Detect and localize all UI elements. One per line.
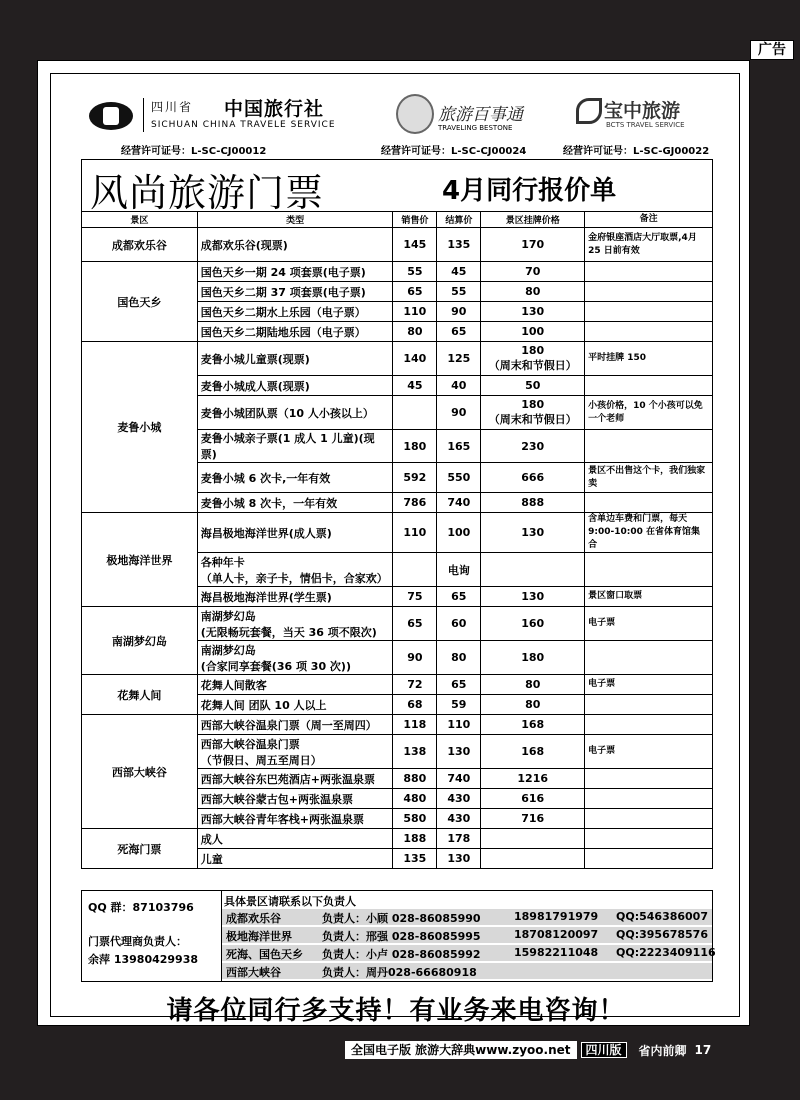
sale-price: 80 — [393, 322, 437, 342]
sale-price: 110 — [393, 302, 437, 322]
cts-province: 四川省 — [151, 100, 194, 114]
remark: 电子票 — [585, 735, 713, 769]
ticket-type — [197, 553, 393, 587]
ticket-type — [197, 675, 393, 695]
ticket-type-line: 国色天乡一期 24 项套票(电子票) — [200, 265, 366, 279]
sale-price: 75 — [393, 587, 437, 607]
settle-price: 80 — [437, 641, 481, 675]
advert-frame — [50, 73, 740, 1026]
list-price-value: 168 — [521, 718, 545, 731]
settle-price: 130 — [437, 849, 481, 869]
ticket-type — [197, 262, 393, 282]
table-row — [82, 262, 713, 282]
ticket-type-line: 成人 — [200, 832, 223, 846]
bcts-name-cn: 宝中旅游 — [604, 100, 681, 122]
price-table-body — [82, 228, 713, 869]
contact-phone: 18708120097 — [514, 928, 599, 941]
remark — [585, 789, 713, 809]
settle-price: 550 — [437, 463, 481, 493]
ticket-type-line: 西部大峡谷蒙古包+两张温泉票 — [200, 792, 353, 806]
table-row — [82, 228, 713, 262]
cts-name-en: SICHUAN CHINA TRAVELE SERVICE — [151, 120, 336, 130]
list-price — [481, 849, 585, 869]
remark: 平时挂牌 150 — [585, 342, 713, 376]
list-price-value: 230 — [521, 439, 545, 453]
ticket-type — [197, 302, 393, 322]
scenic-name: 死海门票 — [82, 829, 198, 869]
list-price-value: 168 — [521, 745, 545, 758]
col-type: 类型 — [197, 212, 393, 228]
settle-price: 100 — [437, 513, 481, 553]
qq-group: QQ 群：87103796 — [88, 901, 194, 914]
col-scenic: 景区 — [82, 212, 198, 228]
footer-region: 四川版 — [581, 1042, 627, 1058]
settle-price: 125 — [437, 342, 481, 376]
list-price — [481, 587, 585, 607]
ticket-type-line: 西部大峡谷东巴苑酒店+两张温泉票 — [200, 772, 375, 786]
sale-price: 580 — [393, 809, 437, 829]
ticket-type-line: 国色天乡二期水上乐园（电子票） — [200, 305, 366, 319]
contact-qq: QQ:2223409116 — [616, 946, 716, 959]
contact-qq: QQ:395678576 — [616, 928, 708, 941]
settle-price: 65 — [437, 587, 481, 607]
list-price — [481, 430, 585, 463]
ticket-type — [197, 829, 393, 849]
page-title: 风尚旅游门票 — [90, 171, 325, 215]
footer-section: 省内前卿 — [638, 1043, 687, 1058]
ticket-type-line: 西部大峡谷温泉门票（周一至周四） — [200, 718, 377, 732]
list-price — [481, 675, 585, 695]
settle-price: 65 — [437, 675, 481, 695]
list-price — [481, 607, 585, 641]
settle-price: 45 — [437, 262, 481, 282]
remark: 景区窗口取票 — [585, 587, 713, 607]
settle-price: 165 — [437, 430, 481, 463]
remark — [585, 302, 713, 322]
list-price — [481, 715, 585, 735]
list-price — [481, 342, 585, 376]
sale-price: 118 — [393, 715, 437, 735]
col-list: 景区挂牌价格 — [481, 212, 585, 228]
list-price — [481, 302, 585, 322]
sale-price: 786 — [393, 493, 437, 513]
ticket-type-line: 麦鲁小城 8 次卡，一年有效 — [200, 496, 338, 510]
col-sale: 销售价 — [393, 212, 437, 228]
list-price — [481, 376, 585, 396]
sale-price: 188 — [393, 829, 437, 849]
sale-price: 65 — [393, 607, 437, 641]
contact-row — [222, 962, 712, 979]
list-price — [481, 396, 585, 430]
sale-price: 90 — [393, 641, 437, 675]
ticket-type — [197, 587, 393, 607]
ticket-type — [197, 396, 393, 430]
price-table — [81, 211, 713, 869]
contact-right — [222, 891, 716, 981]
list-price-value: 666 — [521, 471, 545, 484]
ticket-type — [197, 376, 393, 396]
bcts-logo — [576, 94, 706, 138]
ticket-type — [197, 493, 393, 513]
list-price-value: 80 — [525, 285, 541, 298]
list-price — [481, 695, 585, 715]
remark — [585, 262, 713, 282]
ticket-type — [197, 607, 393, 641]
agent-label: 门票代理商负责人： — [88, 935, 187, 948]
settle-price: 90 — [437, 396, 481, 430]
ticket-type-line: 成都欢乐谷(现票) — [200, 238, 288, 252]
col-note: 备注 — [585, 212, 713, 228]
table-row — [82, 607, 713, 641]
ticket-type-line: 麦鲁小城团队票（10 人小孩以上） — [200, 406, 374, 420]
ticket-type — [197, 641, 393, 675]
bestone-logo — [396, 94, 546, 138]
bestone-name-en: TRAVELING BESTONE — [438, 124, 513, 132]
bcts-emblem-icon — [576, 98, 602, 124]
col-settle: 结算价 — [437, 212, 481, 228]
contact-person: 负责人：小顾 028-86085990 — [322, 912, 481, 925]
contact-person: 负责人：邢强 028-86085995 — [322, 930, 481, 943]
contact-person: 负责人：周丹028-66680918 — [322, 966, 477, 979]
ticket-type-line: 麦鲁小城儿童票(现票) — [200, 352, 310, 366]
ticket-type — [197, 463, 393, 493]
scenic-name: 花舞人间 — [82, 675, 198, 715]
list-price — [481, 513, 585, 553]
agent-contact: 余萍 13980429938 — [88, 953, 199, 966]
list-price-value: 130 — [521, 526, 545, 539]
ticket-type-line: 花舞人间 团队 10 人以上 — [200, 698, 327, 712]
table-row — [82, 513, 713, 553]
ticket-type — [197, 809, 393, 829]
sale-price: 55 — [393, 262, 437, 282]
remark — [585, 282, 713, 302]
table-row — [82, 829, 713, 849]
remark — [585, 769, 713, 789]
advert-page — [37, 60, 750, 1026]
list-price — [481, 829, 585, 849]
license-bestone: 经营许可证号：L-SC-CJ00024 — [381, 146, 527, 157]
ticket-type-line: 麦鲁小城亲子票(1 成人 1 儿童)(现票) — [200, 432, 375, 461]
ticket-type-detail: (合家同享套餐(36 项 30 次)) — [200, 659, 351, 673]
contact-phone: 18981791979 — [514, 910, 599, 923]
license-cts: 经营许可证号：L-SC-CJ00012 — [121, 146, 267, 157]
list-price-value: 80 — [525, 678, 541, 691]
list-price — [481, 493, 585, 513]
contact-place: 极地海洋世界 — [226, 930, 292, 943]
ticket-type-line: 海昌极地海洋世界(学生票) — [200, 590, 332, 604]
remark — [585, 849, 713, 869]
list-price — [481, 789, 585, 809]
sale-price: 592 — [393, 463, 437, 493]
settle-price: 55 — [437, 282, 481, 302]
remark — [585, 493, 713, 513]
bestone-name-cn: 旅游百事通 — [438, 105, 523, 125]
bcts-name-en: BCTS TRAVEL SERVICE — [606, 121, 685, 129]
sale-price — [393, 553, 437, 587]
ticket-type — [197, 715, 393, 735]
remark — [585, 809, 713, 829]
contact-row — [222, 908, 712, 925]
footer-page-number: 17 — [694, 1043, 712, 1057]
ticket-type — [197, 789, 393, 809]
remark — [585, 715, 713, 735]
remark — [585, 695, 713, 715]
ad-tag: 广告 — [750, 40, 794, 60]
ticket-type-line: 麦鲁小城成人票(现票) — [200, 379, 310, 393]
sale-price: 135 — [393, 849, 437, 869]
settle-price: 110 — [437, 715, 481, 735]
settle-price: 65 — [437, 322, 481, 342]
list-price-value: 616 — [521, 792, 545, 805]
settle-price: 178 — [437, 829, 481, 849]
ticket-type-detail: （节假日、周五至周日） — [200, 753, 322, 767]
ticket-type-line: 西部大峡谷温泉门票 — [200, 737, 300, 751]
bestone-mascot-icon — [396, 94, 434, 134]
table-row — [82, 715, 713, 735]
settle-price: 740 — [437, 769, 481, 789]
contact-qq: QQ:546386007 — [616, 910, 708, 923]
list-price — [481, 553, 585, 587]
table-row — [82, 675, 713, 695]
remark: 景区不出售这个卡，我们独家卖 — [585, 463, 713, 493]
sale-price — [393, 396, 437, 430]
list-price — [481, 228, 585, 262]
list-price-value: 50 — [525, 379, 541, 392]
ticket-type — [197, 228, 393, 262]
list-price-note: （周末和节假日） — [488, 413, 577, 426]
list-price-value: 888 — [521, 496, 545, 509]
ticket-type — [197, 769, 393, 789]
remark — [585, 829, 713, 849]
remark: 小孩价格，10 个小孩可以免一个老师 — [585, 396, 713, 430]
ticket-type — [197, 282, 393, 302]
sale-price: 880 — [393, 769, 437, 789]
ticket-type-line: 儿童 — [200, 852, 223, 866]
ticket-type — [197, 513, 393, 553]
remark — [585, 322, 713, 342]
list-price-value: 100 — [521, 325, 545, 338]
settle-price: 430 — [437, 789, 481, 809]
list-price-value: 130 — [521, 305, 545, 318]
title-row — [81, 159, 713, 215]
ticket-type-line: 西部大峡谷青年客栈+两张温泉票 — [200, 812, 364, 826]
sale-price: 45 — [393, 376, 437, 396]
list-price-note: （周末和节假日） — [488, 359, 577, 372]
ticket-type — [197, 735, 393, 769]
settle-price: 59 — [437, 695, 481, 715]
ticket-type-detail: （单人卡，亲子卡，情侣卡，合家欢） — [200, 571, 388, 585]
list-price — [481, 463, 585, 493]
cts-emblem-icon — [89, 102, 133, 130]
remark: 含单边车费和门票，每天 9:00-10:00 在省体育馆集合 — [585, 513, 713, 553]
remark: 电子票 — [585, 675, 713, 695]
contact-left — [82, 891, 222, 981]
ticket-type-line: 国色天乡二期 37 项套票(电子票) — [200, 285, 366, 299]
table-row — [82, 342, 713, 376]
list-price — [481, 735, 585, 769]
list-price-value: 180 — [521, 398, 545, 411]
contact-row — [222, 926, 712, 943]
sale-price: 110 — [393, 513, 437, 553]
list-price-value: 1216 — [517, 772, 549, 785]
settle-price: 电询 — [437, 553, 481, 587]
ticket-type-detail: (无限畅玩套餐，当天 36 项不限次) — [200, 625, 377, 639]
ticket-type-line: 花舞人间散客 — [200, 678, 267, 692]
ticket-type-line: 海昌极地海洋世界(成人票) — [200, 526, 332, 540]
ticket-type — [197, 849, 393, 869]
settle-price: 130 — [437, 735, 481, 769]
list-price — [481, 282, 585, 302]
settle-price: 430 — [437, 809, 481, 829]
list-price-value: 170 — [521, 238, 545, 251]
contact-row — [222, 944, 716, 961]
sale-price: 65 — [393, 282, 437, 302]
ticket-type — [197, 322, 393, 342]
sale-price: 72 — [393, 675, 437, 695]
sale-price: 138 — [393, 735, 437, 769]
sale-price: 68 — [393, 695, 437, 715]
ticket-type-line: 麦鲁小城 6 次卡,一年有效 — [200, 471, 331, 485]
contact-place: 死海、国色天乡 — [226, 948, 303, 961]
list-price — [481, 322, 585, 342]
ticket-type-line: 南湖梦幻岛 — [200, 643, 256, 657]
page-subtitle: 4月同行报价单 — [442, 176, 617, 206]
contact-place: 西部大峡谷 — [226, 966, 281, 979]
list-price — [481, 641, 585, 675]
contact-person: 负责人：小卢 028-86085992 — [322, 948, 481, 961]
sale-price: 480 — [393, 789, 437, 809]
settle-price: 40 — [437, 376, 481, 396]
contact-head: 具体景区请联系以下负责人 — [224, 895, 356, 908]
settle-price: 740 — [437, 493, 481, 513]
remark — [585, 641, 713, 675]
settle-price: 90 — [437, 302, 481, 322]
list-price-value: 180 — [521, 344, 545, 357]
remark — [585, 376, 713, 396]
ticket-type — [197, 430, 393, 463]
list-price-value: 70 — [525, 265, 541, 278]
list-price — [481, 769, 585, 789]
footer-edition: 全国电子版 旅游大辞典www.zyoo.net — [345, 1041, 577, 1059]
remark — [585, 430, 713, 463]
list-price-value: 160 — [521, 617, 545, 630]
contact-box — [81, 890, 716, 982]
settle-price: 60 — [437, 607, 481, 641]
ticket-type — [197, 695, 393, 715]
cts-logo — [89, 94, 359, 138]
scenic-name: 极地海洋世界 — [82, 513, 198, 607]
footer-bar — [345, 1041, 711, 1059]
ticket-type-line: 各种年卡 — [200, 555, 245, 569]
slogan: 请各位同行多支持！有业务来电咨询！ — [166, 996, 626, 1026]
list-price — [481, 809, 585, 829]
list-price-value: 80 — [525, 698, 541, 711]
remark — [585, 553, 713, 587]
ticket-type-line: 国色天乡二期陆地乐园（电子票） — [200, 325, 366, 339]
list-price — [481, 262, 585, 282]
sale-price: 140 — [393, 342, 437, 376]
cts-name-cn: 中国旅行社 — [224, 98, 325, 120]
scenic-name: 成都欢乐谷 — [82, 228, 198, 262]
remark: 金府银座酒店大厅取票,4月 25 日前有效 — [585, 228, 713, 262]
scenic-name: 麦鲁小城 — [82, 342, 198, 513]
ticket-type — [197, 342, 393, 376]
sale-price: 180 — [393, 430, 437, 463]
license-bcts: 经营许可证号：L-SC-GJ00022 — [563, 146, 710, 157]
list-price-value: 716 — [521, 812, 545, 825]
list-price-value: 180 — [521, 651, 545, 664]
list-price-value: 130 — [521, 590, 545, 603]
scenic-name: 南湖梦幻岛 — [82, 607, 198, 675]
remark: 电子票 — [585, 607, 713, 641]
settle-price: 135 — [437, 228, 481, 262]
ticket-type-line: 南湖梦幻岛 — [200, 609, 256, 623]
sale-price: 145 — [393, 228, 437, 262]
scenic-name: 西部大峡谷 — [82, 715, 198, 829]
scenic-name: 国色天乡 — [82, 262, 198, 342]
contact-place: 成都欢乐谷 — [226, 912, 281, 925]
contact-phone: 15982211048 — [514, 946, 599, 959]
